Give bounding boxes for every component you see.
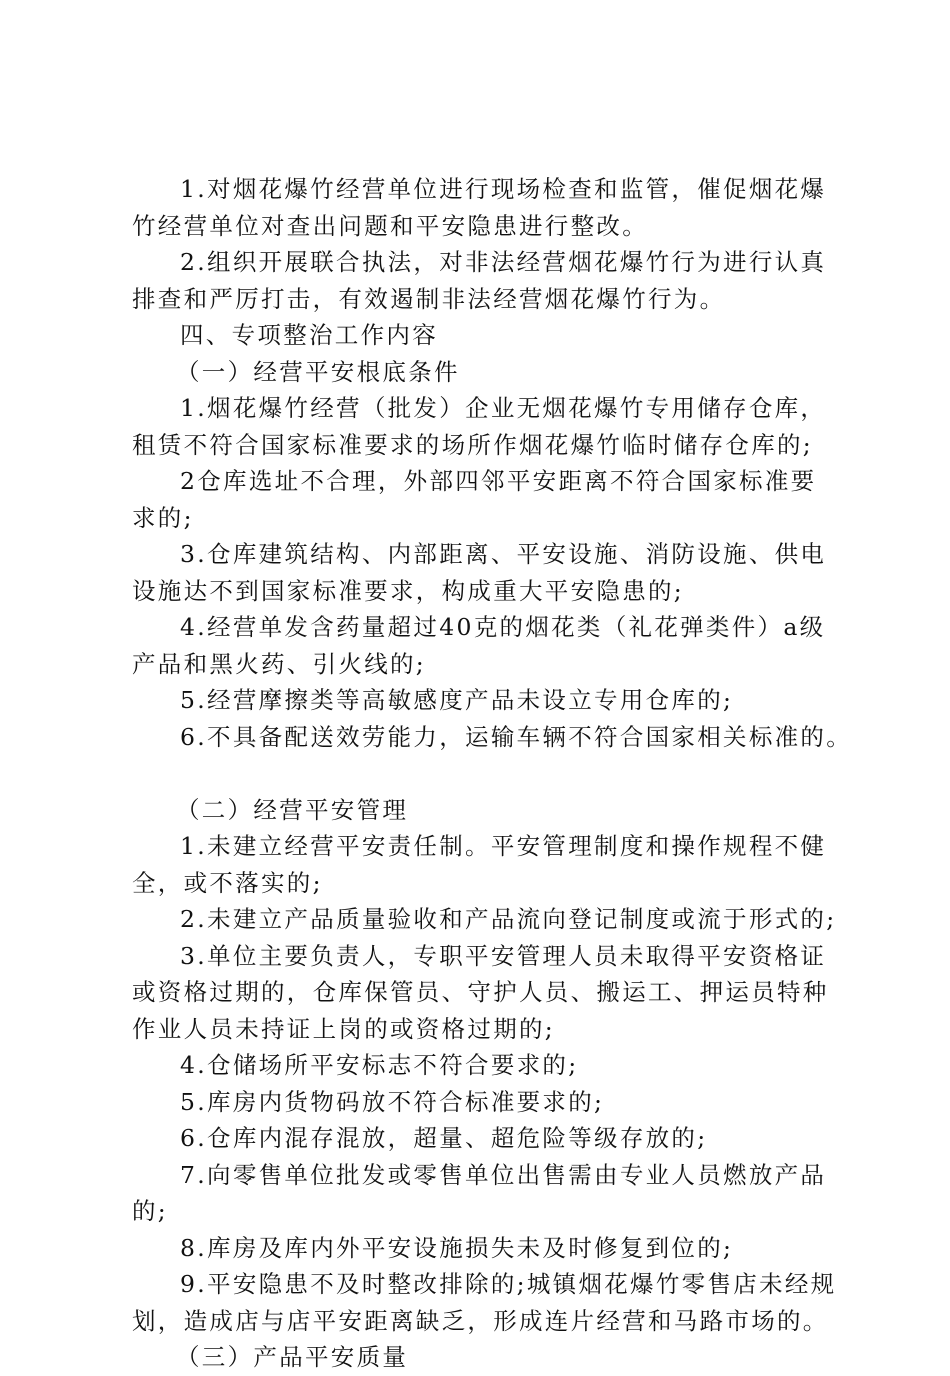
text-line: 四、专项整治工作内容 [180,321,438,349]
text-line: （三）产品平安质量 [176,1343,409,1371]
text-line: 6.仓库内混存混放，超量、超危险等级存放的; [180,1124,708,1152]
text-line: 或资格过期的，仓库保管员、守护人员、搬运工、押运员特种 [132,978,829,1006]
text-line: 划，造成店与店平安距离缺乏，形成连片经营和马路市场的。 [132,1306,829,1335]
text-line: 全，或不落实的; [132,868,323,897]
text-line: 1.未建立经营平安责任制。平安管理制度和操作规程不健 [180,832,827,860]
text-line: 2.组织开展联合执法，对非法经营烟花爆竹行为进行认真 [180,248,827,276]
text-line: （一）经营平安根底条件 [176,357,460,386]
text-line: 设施达不到国家标准要求，构成重大平安隐患的; [132,576,685,605]
text-line: 4.经营单发含药量超过40克的烟花类（礼花弹类件）a级 [180,613,826,641]
text-line: 3.仓库建筑结构、内部距离、平安设施、消防设施、供电 [180,540,827,568]
text-line: 竹经营单位对查出问题和平安隐患进行整改。 [132,211,648,240]
document-body [132,171,853,1376]
text-line: 9.平安隐患不及时整改排除的;城镇烟花爆竹零售店未经规 [180,1270,837,1298]
text-line: 产品和黑火药、引火线的; [132,649,427,678]
text-line: （二）经营平安管理 [176,795,409,824]
text-line: 4.仓储场所平安标志不符合要求的; [180,1051,579,1079]
text-line: 2.未建立产品质量验收和产品流向登记制度或流于形式的; [180,905,837,933]
text-line: 3.单位主要负责人，专职平安管理人员未取得平安资格证 [180,941,827,970]
text-line: 作业人员未持证上岗的或资格过期的; [132,1014,556,1043]
text-line: 7.向零售单位批发或零售单位出售需由专业人员燃放产品 [180,1160,827,1189]
text-line: 6.不具备配送效劳能力，运输车辆不符合国家相关标准的。 [180,722,853,751]
text-line: 1.烟花爆竹经营（批发）企业无烟花爆竹专用储存仓库， [180,394,827,422]
text-line: 排查和严厉打击，有效遏制非法经营烟花爆竹行为。 [132,284,726,313]
text-line: 1.对烟花爆竹经营单位进行现场检查和监管，催促烟花爆 [180,175,827,203]
blank-line [132,755,832,792]
text-line: 5.经营摩擦类等高敏感度产品未设立专用仓库的; [180,686,734,714]
text-line: 2仓库选址不合理，外部四邻平安距离不符合国家标准要 [180,467,817,495]
text-line: 租赁不符合国家标准要求的场所作烟花爆竹临时储存仓库的; [132,430,814,459]
text-line: 5.库房内货物码放不符合标准要求的; [180,1087,605,1116]
text-line: 的; [132,1197,169,1225]
text-line: 求的; [132,503,194,532]
text-line: 8.库房及库内外平安设施损失未及时修复到位的; [180,1233,734,1262]
